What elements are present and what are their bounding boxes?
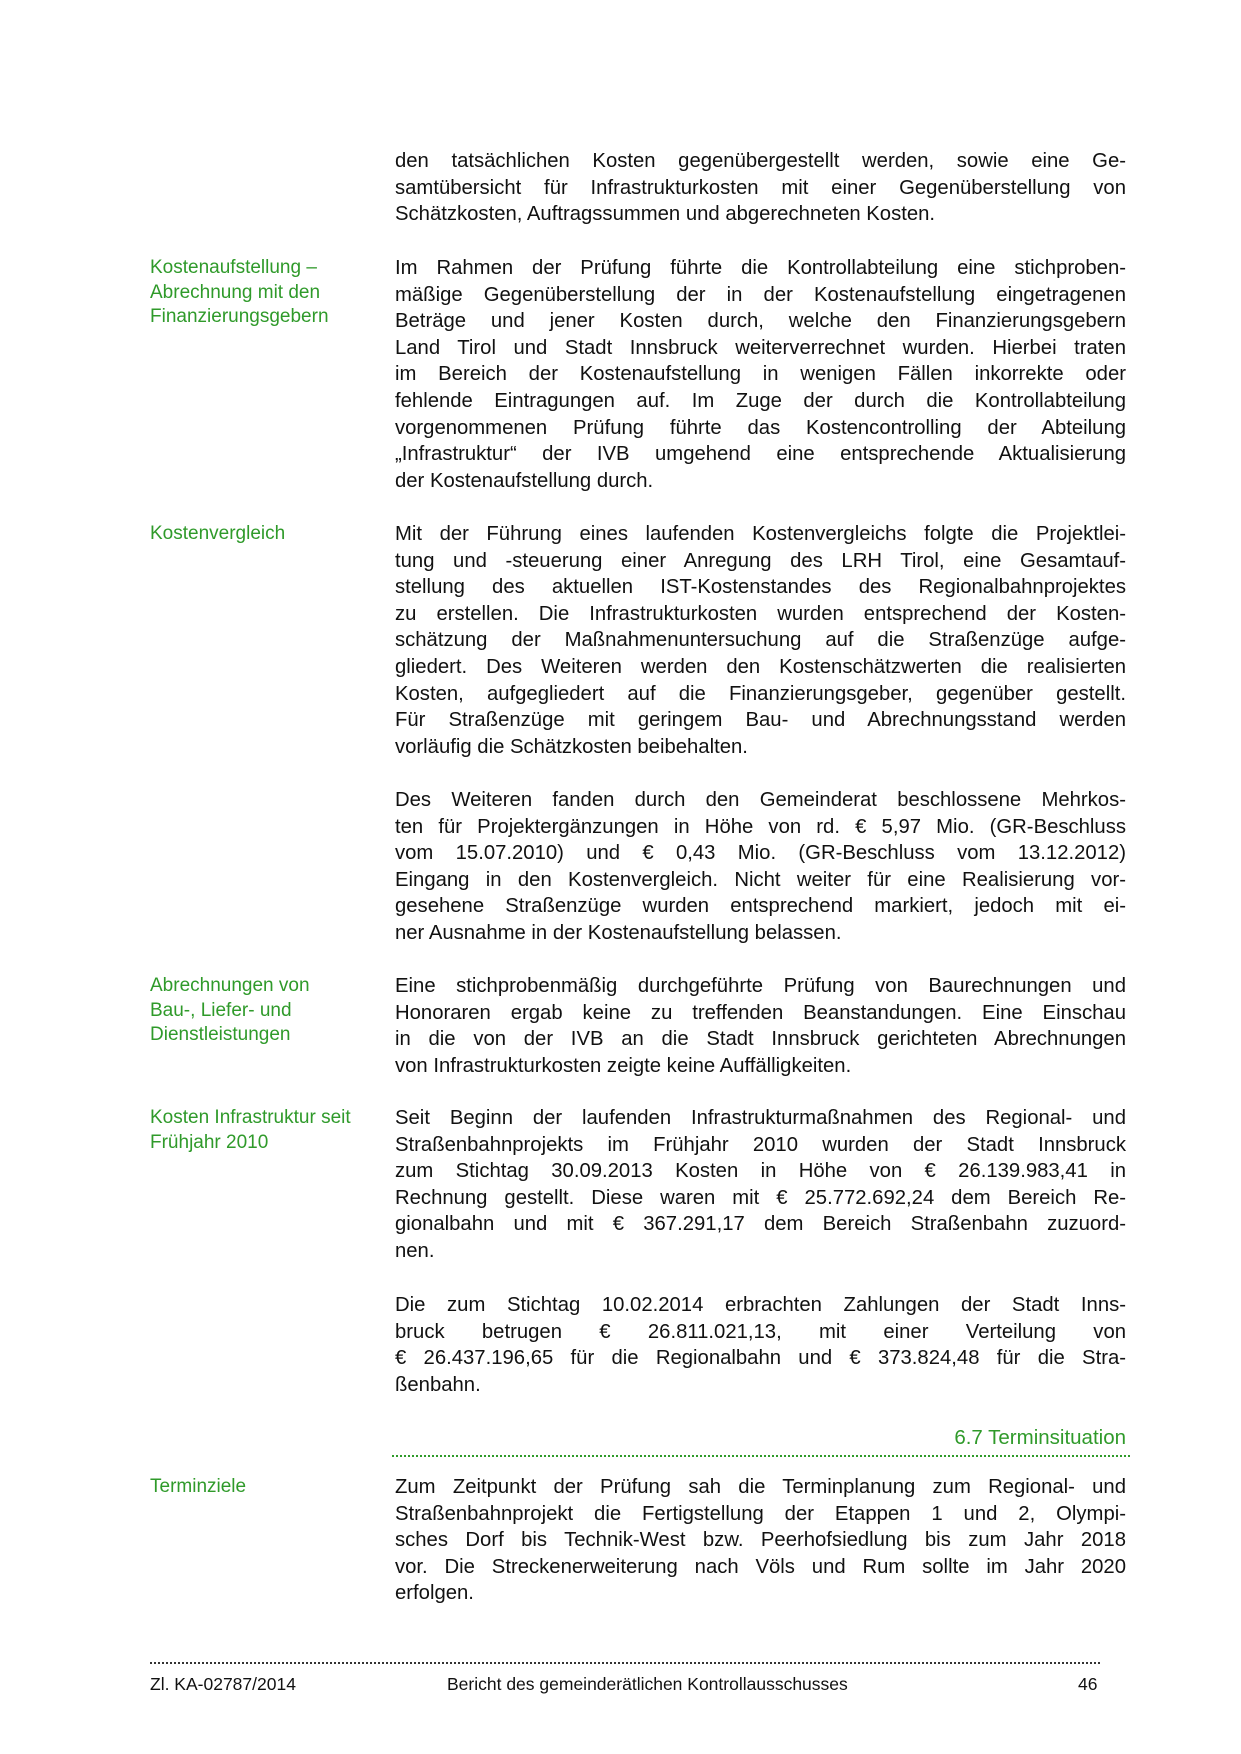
paragraph-line: sches Dorf bis Technik-West bzw. Peerhofsiedlung bis zum Jahr 2018 (395, 1529, 1126, 1552)
paragraph-line: zu erstellen. Die Infrastrukturkosten wurden entsprechend der Kosten- (395, 602, 1126, 625)
body-paragraph (395, 1292, 1126, 1398)
footer-reference: Zl. KA-02787/2014 (150, 1674, 296, 1694)
paragraph-line: gionalbahn und mit € 367.291,17 dem Bereich Straßenbahn zuzuord- (395, 1213, 1126, 1236)
paragraph-line: mäßige Gegenüberstellung der in der Kostenaufstellung eingetragenen (395, 283, 1126, 306)
paragraph-line: Schätzkosten, Auftragssummen und abgerechneten Kosten. (395, 203, 936, 226)
paragraph-line: tung und -steuerung einer Anregung des LRH Tirol, eine Gesamtauf- (395, 549, 1126, 572)
margin-note: Kosten Infrastruktur seit Frühjahr 2010 (150, 1107, 351, 1153)
paragraph-line: Für Straßenzüge mit geringem Bau- und Abrechnungsstand werden (395, 709, 1126, 732)
paragraph-line: Die zum Stichtag 10.02.2014 erbrachten Zahlungen der Stadt Inns- (395, 1294, 1126, 1316)
paragraph-line: Kosten, aufgegliedert auf die Finanzierungsgeber, gegenüber gestellt. (395, 682, 1126, 705)
paragraph-line: Im Rahmen der Prüfung führte die Kontrollabteilung eine stichproben- (395, 257, 1126, 279)
body-paragraph (395, 973, 1126, 1079)
paragraph-line: Eine stichprobenmäßig durchgeführte Prüfung von Baurechnungen und (395, 975, 1126, 997)
paragraph-line: fehlende Eintragungen auf. Im Zuge der durch die Kontrollabteilung (395, 389, 1126, 412)
paragraph-line: Honoraren ergab keine zu treffenden Beanstandungen. Eine Einschau (395, 1001, 1126, 1024)
paragraph-line: in die von der IVB an die Stadt Innsbruck gerichteten Abrechnungen (395, 1028, 1126, 1051)
paragraph-line: nen. (395, 1239, 435, 1262)
paragraph-line: Beträge und jener Kosten durch, welche den Finanzierungsgebern (395, 310, 1126, 333)
paragraph-line: vorgenommenen Prüfung führte das Kostencontrolling der Abteilung (395, 416, 1126, 439)
paragraph-line: erfolgen. (395, 1582, 474, 1605)
paragraph-line: Des Weiteren fanden durch den Gemeinderat beschlossene Mehrkos- (395, 789, 1126, 811)
paragraph-line: Eingang in den Kostenvergleich. Nicht weiter für eine Realisierung vor- (395, 868, 1126, 891)
paragraph-line: der Kostenaufstellung durch. (395, 469, 654, 492)
paragraph-line: Zum Zeitpunkt der Prüfung sah die Terminplanung zum Regional- und (395, 1476, 1126, 1498)
paragraph-line: Rechnung gestellt. Diese waren mit € 25.772.692,24 dem Bereich Re- (395, 1186, 1126, 1209)
paragraph-line: samtübersicht für Infrastrukturkosten mit einer Gegenüberstellung von (395, 176, 1126, 199)
body-paragraph (395, 255, 1126, 494)
body-paragraph (395, 521, 1126, 760)
paragraph-line: Straßenbahnprojekt die Fertigstellung der Etappen 1 und 2, Olympi- (395, 1502, 1126, 1525)
paragraph-line: Seit Beginn der laufenden Infrastrukturmaßnahmen des Regional- und (395, 1107, 1126, 1129)
paragraph-line: vorläufig die Schätzkosten beibehalten. (395, 735, 748, 758)
body-paragraph (395, 787, 1126, 947)
paragraph-line: im Bereich der Kostenaufstellung in wenigen Fällen inkorrekte oder (395, 363, 1126, 386)
paragraph-line: schätzung der Maßnahmenuntersuchung auf die Straßenzüge aufge- (395, 629, 1126, 652)
footer-divider (150, 1662, 1100, 1664)
paragraph-line: vom 15.07.2010) und € 0,43 Mio. (GR-Beschluss vom 13.12.2012) (395, 842, 1126, 865)
body-paragraph (395, 148, 1126, 228)
margin-note: Kostenaufstellung – Abrechnung mit den Finanzierungsgebern (150, 257, 329, 327)
paragraph-line: von Infrastrukturkosten zeigte keine Auffälligkeiten. (395, 1054, 852, 1077)
section-heading: 6.7 Terminsituation (954, 1426, 1126, 1449)
paragraph-line: ten für Projektergänzungen in Höhe von rd. € 5,97 Mio. (GR-Beschluss (395, 815, 1126, 838)
body-paragraph (395, 1105, 1126, 1265)
margin-note: Kostenvergleich (150, 523, 286, 544)
paragraph-line: ßenbahn. (395, 1373, 481, 1396)
paragraph-line: Land Tirol und Stadt Innsbruck weiterverrechnet wurden. Hierbei traten (395, 336, 1126, 359)
paragraph-line: ner Ausnahme in der Kostenaufstellung belassen. (395, 921, 842, 944)
paragraph-line: Mit der Führung eines laufenden Kostenvergleichs folgte die Projektlei- (395, 523, 1126, 545)
margin-note: Abrechnungen von Bau-, Liefer- und Dienstleistungen (150, 975, 310, 1045)
paragraph-line: bruck betrugen € 26.811.021,13, mit einer Verteilung von (395, 1320, 1126, 1343)
paragraph-line: gesehene Straßenzüge wurden entsprechend markiert, jedoch mit ei- (395, 895, 1126, 918)
paragraph-line: Straßenbahnprojekts im Frühjahr 2010 wurden der Stadt Innsbruck (395, 1133, 1126, 1156)
page-number: 46 (1078, 1674, 1098, 1694)
margin-note: Terminziele (150, 1476, 247, 1497)
paragraph-line: den tatsächlichen Kosten gegenübergestellt werden, sowie eine Ge- (395, 150, 1126, 172)
paragraph-line: gliedert. Des Weiteren werden den Kostenschätzwerten die realisierten (395, 655, 1126, 678)
paragraph-line: vor. Die Streckenerweiterung nach Völs und Rum sollte im Jahr 2020 (395, 1555, 1126, 1578)
body-paragraph (395, 1474, 1126, 1607)
heading-divider (392, 1455, 1130, 1457)
paragraph-line: zum Stichtag 30.09.2013 Kosten in Höhe von € 26.139.983,41 in (395, 1160, 1126, 1183)
paragraph-line: € 26.437.196,65 für die Regionalbahn und € 373.824,48 für die Stra- (395, 1347, 1126, 1370)
paragraph-line: stellung des aktuellen IST-Kostenstandes des Regionalbahnprojektes (395, 576, 1126, 599)
paragraph-line: „Infrastruktur“ der IVB umgehend eine entsprechende Aktualisierung (395, 443, 1126, 466)
footer-title: Bericht des gemeinderätlichen Kontrollausschusses (447, 1674, 848, 1694)
